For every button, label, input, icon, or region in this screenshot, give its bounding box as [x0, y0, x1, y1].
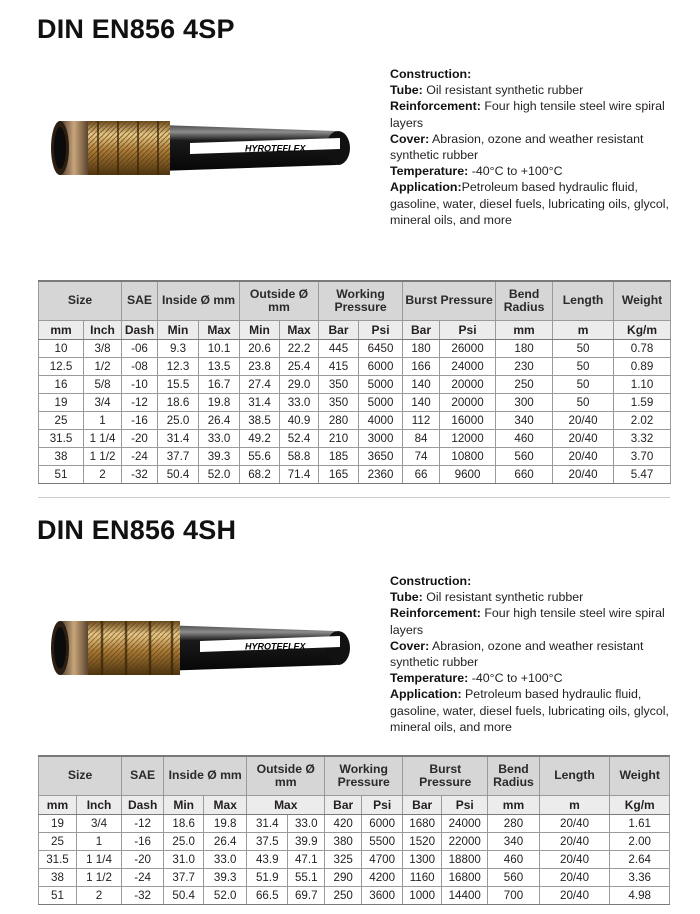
cell-size-mm: 25 [39, 411, 84, 429]
table-row [39, 339, 671, 357]
subheader-sae-dash: Dash [122, 795, 164, 814]
cell-outside-min: 37.5 [247, 832, 288, 850]
cell-burst-bar: 140 [403, 375, 440, 393]
cell-size-inch: 3/4 [76, 814, 121, 832]
cell-inside-min: 15.5 [158, 375, 199, 393]
hose-image [40, 603, 360, 703]
cell-size-mm: 25 [39, 832, 77, 850]
cell-weight-kgm: 1.59 [614, 393, 671, 411]
temperature-label: Temperature: [390, 164, 469, 179]
cell-burst-bar: 166 [403, 357, 440, 375]
table-row [39, 814, 670, 832]
cell-outside-min: 49.2 [240, 429, 280, 447]
cell-size-inch: 3/4 [84, 393, 122, 411]
cell-length-m: 50 [553, 375, 614, 393]
cell-bend-mm: 340 [496, 411, 553, 429]
table-row [39, 832, 670, 850]
cell-working-psi: 5000 [359, 393, 403, 411]
cell-outside-min: 23.8 [240, 357, 280, 375]
cell-inside-min: 50.4 [158, 465, 199, 483]
cell-length-m: 50 [553, 357, 614, 375]
cell-outside-max: 71.4 [280, 465, 319, 483]
cell-sae-dash: -12 [122, 814, 164, 832]
tube-value: Oil resistant synthetic rubber [426, 590, 584, 605]
cell-working-psi: 4700 [362, 850, 403, 868]
cell-working-bar: 185 [319, 447, 359, 465]
cell-length-m: 20/40 [539, 868, 610, 886]
tube-label: Tube: [390, 590, 423, 605]
cell-outside-max: 55.1 [288, 868, 325, 886]
cell-sae-dash: -32 [122, 465, 158, 483]
cell-length-m: 20/40 [539, 886, 610, 904]
cell-size-inch: 3/8 [84, 339, 122, 357]
header-inside: Inside Ø mm [158, 281, 240, 320]
cell-burst-psi: 12000 [440, 429, 496, 447]
table-body [39, 339, 671, 483]
cell-size-inch: 1 [84, 411, 122, 429]
cell-outside-min: 31.4 [240, 393, 280, 411]
cell-inside-min: 37.7 [158, 447, 199, 465]
cell-burst-bar: 1160 [403, 868, 442, 886]
cell-size-mm: 51 [39, 465, 84, 483]
table-row [39, 375, 671, 393]
cell-outside-min: 51.9 [247, 868, 288, 886]
cell-size-mm: 38 [39, 447, 84, 465]
cell-outside-max: 47.1 [288, 850, 325, 868]
construction-label: Construction: [390, 67, 472, 81]
cell-working-bar: 250 [325, 886, 362, 904]
cell-length-m: 20/40 [553, 411, 614, 429]
cell-weight-kgm: 3.70 [614, 447, 671, 465]
cell-sae-dash: -06 [122, 339, 158, 357]
subheader-burst-bar: Bar [403, 795, 442, 814]
cell-burst-psi: 24000 [440, 357, 496, 375]
cell-inside-min: 9.3 [158, 339, 199, 357]
subheader-burst-psi: Psi [442, 795, 488, 814]
cell-size-inch: 2 [84, 465, 122, 483]
cover-value: Abrasion, ozone and weather resistant synthetic rubber [390, 131, 644, 163]
table-row [39, 465, 671, 483]
brand-label: HYROTEFLEX [245, 143, 306, 154]
cell-sae-dash: -32 [122, 886, 164, 904]
cell-sae-dash: -24 [122, 447, 158, 465]
cell-inside-min: 25.0 [158, 411, 199, 429]
cell-inside-max: 13.5 [199, 357, 240, 375]
cell-sae-dash: -08 [122, 357, 158, 375]
cell-bend-mm: 460 [488, 850, 539, 868]
table-row [39, 447, 671, 465]
cover-value: Abrasion, ozone and weather resistant synthetic rubber [390, 638, 644, 670]
spec-block [390, 573, 690, 735]
cell-outside-max: 29.0 [280, 375, 319, 393]
cell-outside-min: 27.4 [240, 375, 280, 393]
reinforcement-value: Four high tensile steel wire spiral layers [390, 606, 665, 637]
cell-size-mm: 31.5 [39, 429, 84, 447]
section-4sh [0, 505, 700, 914]
table-row [39, 411, 671, 429]
cell-inside-max: 26.4 [204, 832, 247, 850]
cell-working-bar: 445 [319, 339, 359, 357]
cell-inside-max: 39.3 [199, 447, 240, 465]
cell-bend-mm: 300 [496, 393, 553, 411]
subheader-burst-bar: Bar [403, 320, 440, 339]
cell-outside-min: 43.9 [247, 850, 288, 868]
cell-inside-min: 31.0 [164, 850, 204, 868]
cell-inside-min: 12.3 [158, 357, 199, 375]
cell-working-psi: 6000 [362, 814, 403, 832]
cell-burst-bar: 1680 [403, 814, 442, 832]
subheader-inside-max: Max [204, 795, 247, 814]
header-working-pressure: Working Pressure [319, 281, 403, 320]
subheader-weight-kgm: Kg/m [610, 795, 670, 814]
table-row [39, 357, 671, 375]
cell-working-psi: 6450 [359, 339, 403, 357]
cell-size-mm: 38 [39, 868, 77, 886]
cell-sae-dash: -12 [122, 393, 158, 411]
cell-burst-bar: 1520 [403, 832, 442, 850]
header-weight: Weight [614, 281, 671, 320]
cell-working-psi: 4000 [359, 411, 403, 429]
cell-weight-kgm: 0.78 [614, 339, 671, 357]
subheader-sae-dash: Dash [122, 320, 158, 339]
cell-outside-min: 55.6 [240, 447, 280, 465]
reinforcement-label: Reinforcement: [390, 606, 481, 621]
subheader-size-mm: mm [39, 795, 77, 814]
cell-size-mm: 51 [39, 886, 77, 904]
cell-working-psi: 2360 [359, 465, 403, 483]
cell-bend-mm: 700 [488, 886, 539, 904]
hose-image [40, 103, 360, 203]
cover-label: Cover: [390, 638, 430, 653]
header-sae: SAE [122, 281, 158, 320]
cell-working-psi: 6000 [359, 357, 403, 375]
tube-value: Oil resistant synthetic rubber [426, 83, 584, 98]
spec-table [38, 755, 670, 905]
reinforcement-value: Four high tensile steel wire spiral layers [390, 99, 665, 130]
cell-outside-min: 20.6 [240, 339, 280, 357]
subheader-inside-max: Max [199, 320, 240, 339]
cell-inside-max: 19.8 [199, 393, 240, 411]
table-row [39, 393, 671, 411]
cell-outside-max: 33.0 [288, 814, 325, 832]
header-outside: Outside Ø mm [247, 756, 325, 795]
cell-weight-kgm: 3.36 [610, 868, 670, 886]
header-size: Size [39, 281, 122, 320]
cell-working-bar: 325 [325, 850, 362, 868]
subheader-size-inch: Inch [76, 795, 121, 814]
cell-bend-mm: 180 [496, 339, 553, 357]
cell-inside-min: 31.4 [158, 429, 199, 447]
cell-inside-max: 33.0 [199, 429, 240, 447]
cell-inside-min: 37.7 [164, 868, 204, 886]
header-sae: SAE [122, 756, 164, 795]
cell-burst-bar: 66 [403, 465, 440, 483]
cell-working-psi: 3650 [359, 447, 403, 465]
cell-bend-mm: 340 [488, 832, 539, 850]
cell-size-mm: 31.5 [39, 850, 77, 868]
cell-burst-psi: 14400 [442, 886, 488, 904]
cell-burst-psi: 10800 [440, 447, 496, 465]
cell-sae-dash: -16 [122, 411, 158, 429]
cell-working-psi: 4200 [362, 868, 403, 886]
cell-burst-bar: 1300 [403, 850, 442, 868]
header-outside: Outside Ø mm [240, 281, 319, 320]
cell-size-inch: 1 1/4 [76, 850, 121, 868]
table-body [39, 814, 670, 904]
cell-inside-max: 19.8 [204, 814, 247, 832]
cell-inside-min: 25.0 [164, 832, 204, 850]
cell-burst-bar: 140 [403, 393, 440, 411]
subheader-weight-kgm: Kg/m [614, 320, 671, 339]
cell-burst-psi: 16000 [440, 411, 496, 429]
cell-burst-psi: 26000 [440, 339, 496, 357]
cell-outside-max: 40.9 [280, 411, 319, 429]
tube-label: Tube: [390, 83, 423, 98]
temperature-value: -40°C to +100°C [471, 671, 563, 686]
subheader-working-psi: Psi [359, 320, 403, 339]
cell-weight-kgm: 0.89 [614, 357, 671, 375]
cell-sae-dash: -20 [122, 429, 158, 447]
cell-working-psi: 3600 [362, 886, 403, 904]
cell-size-inch: 5/8 [84, 375, 122, 393]
product-title: DIN EN856 4SH [37, 515, 237, 545]
cell-size-inch: 1 1/2 [84, 447, 122, 465]
sub-header-row [39, 795, 670, 814]
subheader-size-inch: Inch [84, 320, 122, 339]
header-bend-radius: Bend Radius [496, 281, 553, 320]
cell-outside-max: 39.9 [288, 832, 325, 850]
cell-length-m: 50 [553, 393, 614, 411]
cell-working-bar: 290 [325, 868, 362, 886]
cell-inside-min: 50.4 [164, 886, 204, 904]
section-divider [38, 497, 670, 498]
table-row [39, 868, 670, 886]
header-burst-pressure: Burst Pressure [403, 281, 496, 320]
cell-sae-dash: -24 [122, 868, 164, 886]
subheader-working-bar: Bar [319, 320, 359, 339]
cell-working-psi: 5000 [359, 375, 403, 393]
cell-length-m: 20/40 [539, 832, 610, 850]
application-value: Petroleum based hydraulic fluid, gasoline, water, diesel fuels, lubricating oils, glycol, mineral oils, and more [390, 180, 669, 227]
cell-outside-max: 69.7 [288, 886, 325, 904]
cell-size-inch: 1 [76, 832, 121, 850]
cell-burst-psi: 22000 [442, 832, 488, 850]
cover-label: Cover: [390, 131, 430, 146]
cell-inside-min: 18.6 [158, 393, 199, 411]
cell-working-bar: 420 [325, 814, 362, 832]
cell-burst-psi: 9600 [440, 465, 496, 483]
cell-weight-kgm: 1.61 [610, 814, 670, 832]
cell-sae-dash: -20 [122, 850, 164, 868]
cell-burst-psi: 18800 [442, 850, 488, 868]
cell-burst-bar: 112 [403, 411, 440, 429]
cell-burst-psi: 20000 [440, 375, 496, 393]
cell-outside-min: 38.5 [240, 411, 280, 429]
cell-bend-mm: 230 [496, 357, 553, 375]
cell-weight-kgm: 3.32 [614, 429, 671, 447]
construction-label: Construction: [390, 574, 472, 588]
cell-working-psi: 5500 [362, 832, 403, 850]
cell-inside-max: 39.3 [204, 868, 247, 886]
cell-inside-max: 16.7 [199, 375, 240, 393]
cell-burst-bar: 1000 [403, 886, 442, 904]
cell-burst-psi: 20000 [440, 393, 496, 411]
subheader-bend-mm: mm [496, 320, 553, 339]
cell-sae-dash: -16 [122, 832, 164, 850]
temperature-label: Temperature: [390, 671, 469, 686]
subheader-length-m: m [539, 795, 610, 814]
cell-size-inch: 2 [76, 886, 121, 904]
cell-outside-max: 22.2 [280, 339, 319, 357]
cell-working-bar: 165 [319, 465, 359, 483]
cell-burst-bar: 180 [403, 339, 440, 357]
header-length: Length [553, 281, 614, 320]
cell-length-m: 20/40 [539, 850, 610, 868]
sub-header-row [39, 320, 671, 339]
cell-outside-max: 33.0 [280, 393, 319, 411]
cell-working-psi: 3000 [359, 429, 403, 447]
cell-size-mm: 12.5 [39, 357, 84, 375]
cell-weight-kgm: 2.02 [614, 411, 671, 429]
spec-table [38, 280, 671, 484]
cell-working-bar: 415 [319, 357, 359, 375]
subheader-burst-psi: Psi [440, 320, 496, 339]
cell-outside-max: 52.4 [280, 429, 319, 447]
header-length: Length [539, 756, 610, 795]
subheader-working-bar: Bar [325, 795, 362, 814]
cell-outside-max: 58.8 [280, 447, 319, 465]
header-inside: Inside Ø mm [164, 756, 247, 795]
cell-burst-bar: 74 [403, 447, 440, 465]
application-label: Application: [390, 180, 462, 195]
subheader-bend-mm: mm [488, 795, 539, 814]
cell-size-inch: 1/2 [84, 357, 122, 375]
cell-burst-psi: 24000 [442, 814, 488, 832]
cell-bend-mm: 250 [496, 375, 553, 393]
subheader-inside-min: Min [164, 795, 204, 814]
cell-inside-max: 26.4 [199, 411, 240, 429]
header-size: Size [39, 756, 122, 795]
subheader-length-m: m [553, 320, 614, 339]
header-working-pressure: Working Pressure [325, 756, 403, 795]
cell-sae-dash: -10 [122, 375, 158, 393]
cell-outside-min: 66.5 [247, 886, 288, 904]
cell-size-mm: 16 [39, 375, 84, 393]
cell-burst-bar: 84 [403, 429, 440, 447]
header-bend-radius: Bend Radius [488, 756, 539, 795]
table-row [39, 886, 670, 904]
cell-working-bar: 280 [319, 411, 359, 429]
subheader-inside-min: Min [158, 320, 199, 339]
subheader-size-mm: mm [39, 320, 84, 339]
header-weight: Weight [610, 756, 670, 795]
cell-bend-mm: 560 [496, 447, 553, 465]
cell-working-bar: 380 [325, 832, 362, 850]
cell-outside-max: 25.4 [280, 357, 319, 375]
subheader-outside-max: Max [247, 795, 325, 814]
cell-working-bar: 350 [319, 393, 359, 411]
cell-size-mm: 10 [39, 339, 84, 357]
cell-bend-mm: 660 [496, 465, 553, 483]
cell-size-mm: 19 [39, 814, 77, 832]
cell-bend-mm: 560 [488, 868, 539, 886]
header-burst-pressure: Burst Pressure [403, 756, 488, 795]
cell-inside-max: 33.0 [204, 850, 247, 868]
cell-weight-kgm: 5.47 [614, 465, 671, 483]
cell-length-m: 50 [553, 339, 614, 357]
cell-burst-psi: 16800 [442, 868, 488, 886]
cell-size-inch: 1 1/2 [76, 868, 121, 886]
table-row [39, 850, 670, 868]
cell-working-bar: 350 [319, 375, 359, 393]
cell-length-m: 20/40 [553, 429, 614, 447]
cell-working-bar: 210 [319, 429, 359, 447]
cell-weight-kgm: 2.00 [610, 832, 670, 850]
cell-length-m: 20/40 [553, 465, 614, 483]
subheader-outside-max: Max [280, 320, 319, 339]
cell-outside-min: 31.4 [247, 814, 288, 832]
subheader-outside-min: Min [240, 320, 280, 339]
cell-weight-kgm: 1.10 [614, 375, 671, 393]
cell-size-inch: 1 1/4 [84, 429, 122, 447]
cell-length-m: 20/40 [553, 447, 614, 465]
product-title: DIN EN856 4SP [37, 14, 235, 44]
subheader-working-psi: Psi [362, 795, 403, 814]
cell-length-m: 20/40 [539, 814, 610, 832]
cell-bend-mm: 280 [488, 814, 539, 832]
reinforcement-label: Reinforcement: [390, 99, 481, 114]
application-value: Petroleum based hydraulic fluid, gasoline, water, diesel fuels, lubricating oils, glycol, mineral oils, and more [390, 687, 669, 734]
cell-inside-max: 52.0 [199, 465, 240, 483]
cell-weight-kgm: 4.98 [610, 886, 670, 904]
table-row [39, 429, 671, 447]
brand-label: HYROTEFLEX [245, 641, 306, 652]
cell-size-mm: 19 [39, 393, 84, 411]
cell-inside-max: 52.0 [204, 886, 247, 904]
cell-bend-mm: 460 [496, 429, 553, 447]
application-label: Application: [390, 687, 462, 702]
cell-outside-min: 68.2 [240, 465, 280, 483]
temperature-value: -40°C to +100°C [471, 164, 563, 179]
cell-inside-min: 18.6 [164, 814, 204, 832]
cell-inside-max: 10.1 [199, 339, 240, 357]
cell-weight-kgm: 2.64 [610, 850, 670, 868]
spec-block [390, 66, 690, 228]
